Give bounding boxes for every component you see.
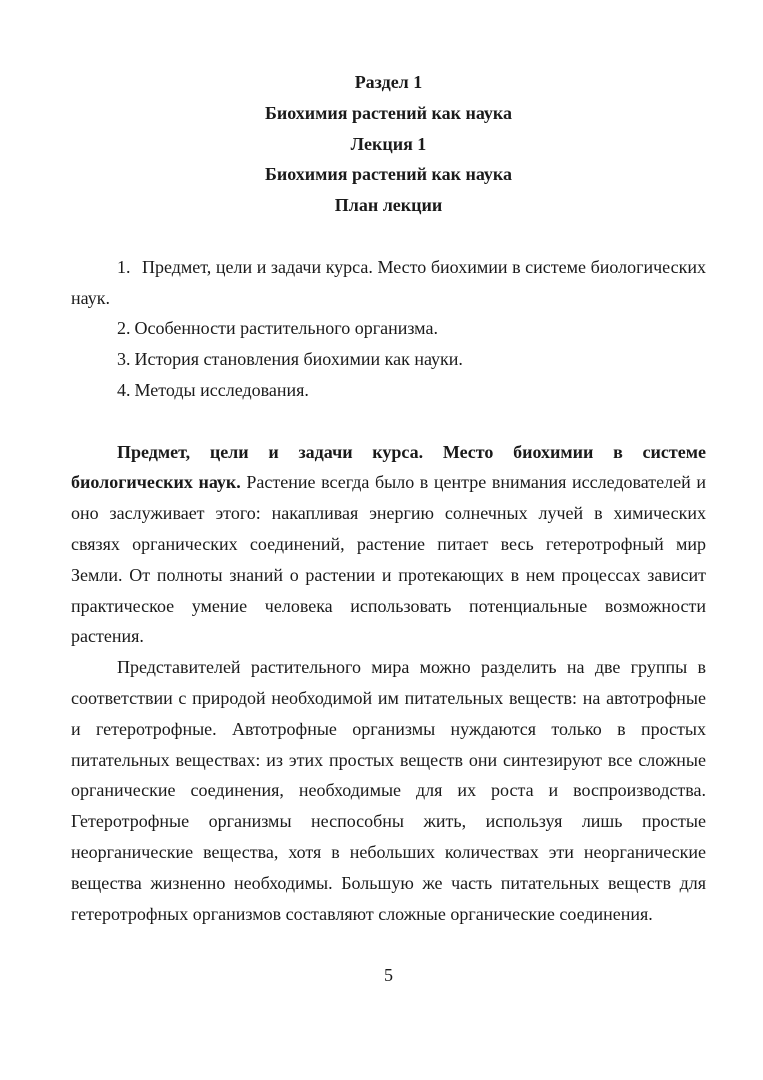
list-item-number: 2.	[117, 318, 131, 339]
section-title-heading: Биохимия растений как наука	[264, 102, 513, 123]
list-item-number: 1.	[117, 256, 131, 277]
paragraph-plant-groups: Представителей растительного мира можно разделить на две группы в соответствии с природой необходимой им питательных веществ: на автотрофные и гетеротрофные. Автотрофные организмы нуждаются только в простых питательных веществах: из этих простых веществ они синтезируют все сложные органические соединения, необходимые для их роста и воспроизводства. Гетеротрофные организмы неспособны жить, используя лишь простые неорганические вещества, хотя в небольших количествах эти неорганические вещества жизненно необходимы. Большую же часть питательных веществ для гетеротрофных организмов составляют сложные органические соединения.	[71, 657, 706, 924]
list-item	[71, 313, 706, 344]
plan-heading: План лекции	[334, 195, 443, 216]
list-item-text: Особенности растительного организма.	[134, 318, 438, 339]
list-item-number: 3.	[117, 349, 131, 370]
lecture-plan-list	[71, 252, 706, 406]
lecture-title-heading: Биохимия растений как наука	[264, 164, 513, 185]
paragraph-body-text: Растение всегда было в центре внимания исследователей и оно заслуживает этого: накапливая энергию солнечных лучей в химических связях органических соединений, растение питает весь гетеротрофный мир Земли. От полноты знаний о растении и протекающих в нем процессах зависит практическое умение человека использовать потенциальные возможности растения.	[71, 472, 706, 647]
list-item-text: Методы исследования.	[134, 379, 309, 400]
page-number: 5	[384, 965, 393, 985]
section-heading: Раздел 1	[354, 72, 423, 92]
lecture-heading: Лекция 1	[350, 133, 427, 154]
list-item-text: История становления биохимии как науки.	[134, 349, 463, 370]
list-item-text: Предмет, цели и задачи курса. Место биохимии в системе биологических наук.	[71, 256, 706, 308]
paragraph-subject-goals	[71, 437, 706, 653]
document-content	[71, 67, 706, 929]
list-item	[71, 252, 706, 314]
list-item	[71, 375, 706, 406]
list-item-number: 4.	[117, 379, 131, 400]
paragraph-bold-lead: Предмет, цели и задачи курса. Место биохимии в системе биологических наук.	[71, 441, 706, 493]
list-item	[71, 344, 706, 375]
